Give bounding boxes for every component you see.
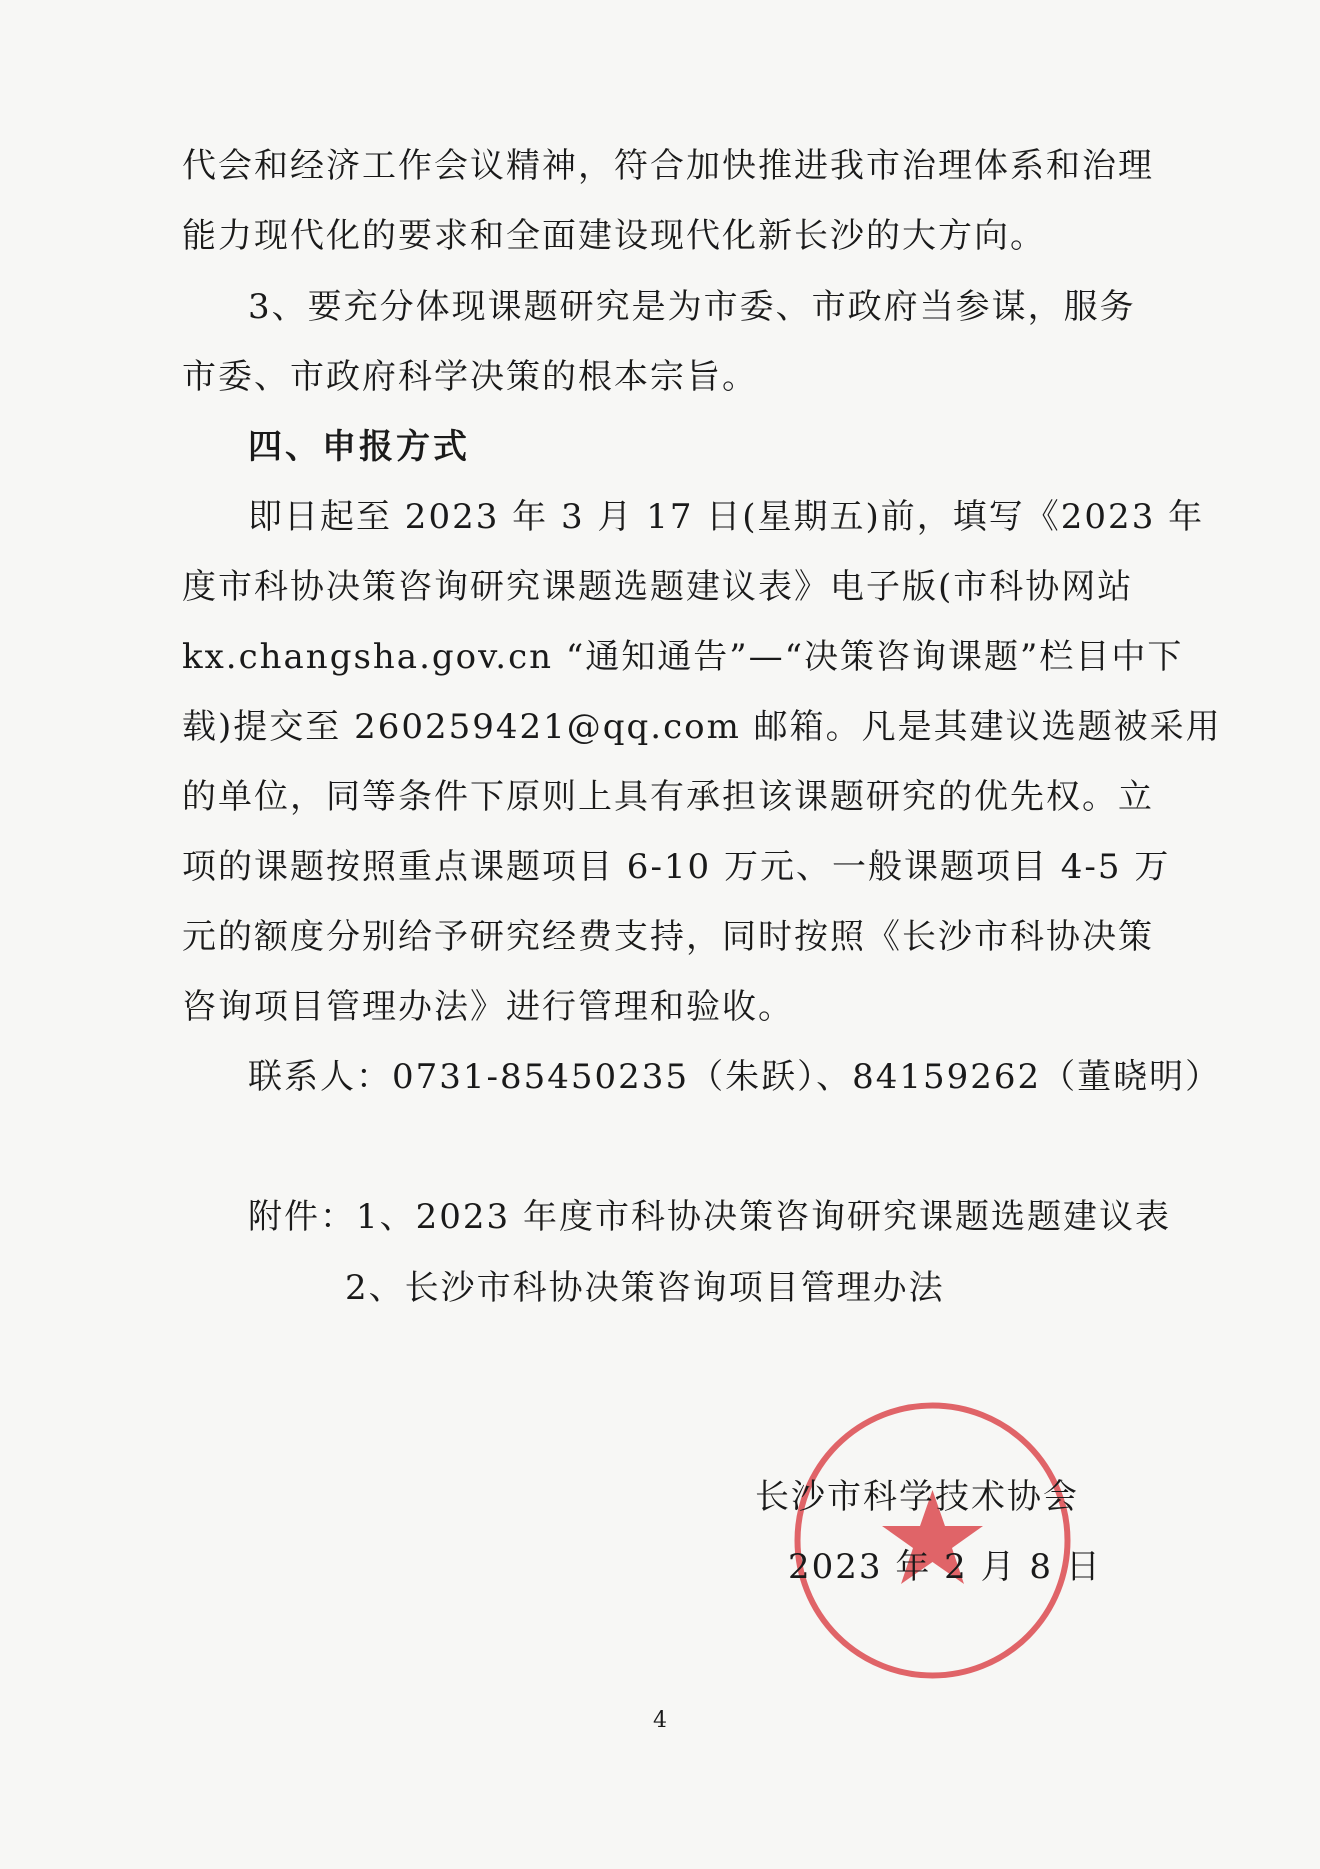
body-line: 度市科协决策咨询研究课题选题建议表》电子版(市科协网站: [182, 567, 1134, 607]
paragraph-line: 能力现代化的要求和全面建设现代化新长沙的大方向。: [182, 216, 1046, 256]
signature-org: 长沙市科学技术协会: [755, 1477, 1079, 1517]
contact-line: 联系人：0731-85450235（朱跃）、84159262（董晓明）: [248, 1057, 1222, 1097]
attachment-2: 2、长沙市科协决策咨询项目管理办法: [345, 1268, 945, 1308]
body-line: kx.changsha.gov.cn “通知通告”—“决策咨询课题”栏目中下: [182, 637, 1184, 677]
body-line: 咨询项目管理办法》进行管理和验收。: [182, 987, 794, 1027]
attachment-1: 附件：1、2023 年度市科协决策咨询研究课题选题建议表: [248, 1197, 1171, 1237]
official-seal: [790, 1398, 1075, 1683]
section-heading: 四、申报方式: [248, 427, 470, 467]
body-line: 即日起至 2023 年 3 月 17 日(星期五)前，填写《2023 年: [248, 497, 1205, 537]
body-line: 的单位，同等条件下原则上具有承担该课题研究的优先权。立: [182, 777, 1154, 817]
body-line: 元的额度分别给予研究经费支持，同时按照《长沙市科协决策: [182, 917, 1154, 957]
signature-date: 2023 年 2 月 8 日: [788, 1547, 1102, 1587]
body-line: 载)提交至 260259421@qq.com 邮箱。凡是其建议选题被采用: [182, 707, 1222, 747]
paragraph-line: 代会和经济工作会议精神，符合加快推进我市治理体系和治理: [182, 146, 1154, 186]
body-line: 项的课题按照重点课题项目 6-10 万元、一般课题项目 4-5 万: [182, 847, 1171, 887]
page-number: 4: [653, 1708, 667, 1733]
paragraph-line: 3、要充分体现课题研究是为市委、市政府当参谋，服务: [248, 287, 1136, 327]
paragraph-line: 市委、市政府科学决策的根本宗旨。: [182, 357, 758, 397]
